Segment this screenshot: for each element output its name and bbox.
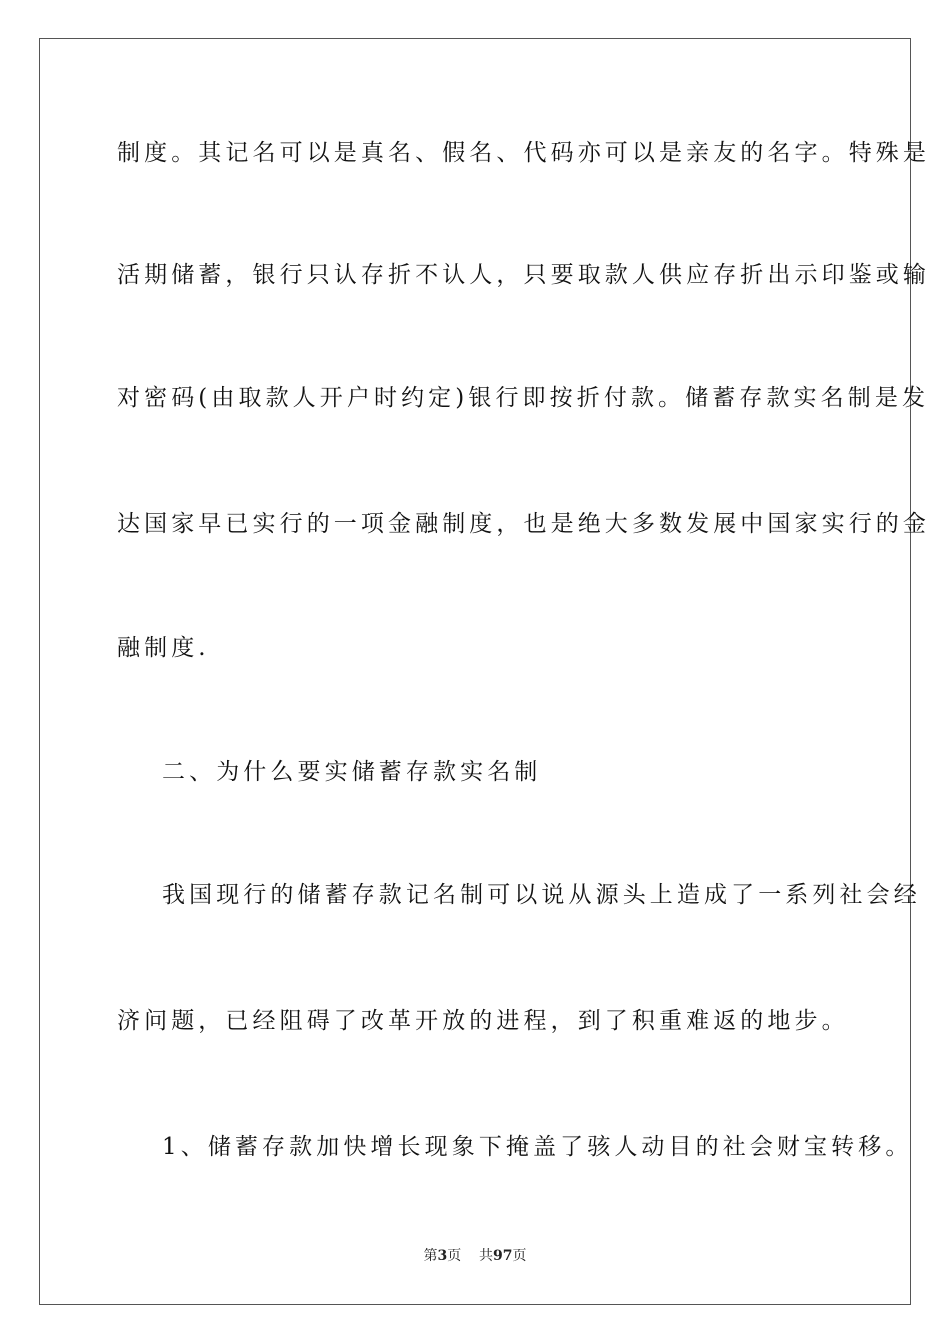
list-item: 1、储蓄存款加快增长现象下掩盖了骇人动目的社会财宝转移。	[162, 1134, 913, 1160]
page-frame	[39, 38, 911, 1305]
total-pages: 97	[493, 1248, 513, 1264]
paragraph-line: 对密码(由取款人开户时约定)银行即按折付款。储蓄存款实名制是发	[117, 385, 930, 411]
page-number: 3	[437, 1248, 448, 1264]
paragraph-line: 我国现行的储蓄存款记名制可以说从源头上造成了一系列社会经	[162, 882, 921, 908]
total-prefix: 共	[479, 1248, 494, 1264]
total-suffix: 页	[512, 1248, 527, 1264]
paragraph-line: 济问题，已经阻碍了改革开放的进程，到了积重难返的地步。	[117, 1008, 849, 1034]
page-footer	[0, 1247, 950, 1265]
section-heading: 二、为什么要实储蓄存款实名制	[162, 759, 542, 785]
paragraph-line: 融制度.	[117, 635, 210, 661]
paragraph-line: 活期储蓄，银行只认存折不认人，只要取款人供应存折出示印鉴或输	[117, 262, 930, 288]
paragraph-line: 达国家早已实行的一项金融制度，也是绝大多数发展中国家实行的金	[117, 511, 930, 537]
page-prefix: 第	[423, 1248, 438, 1264]
paragraph-line: 制度。其记名可以是真名、假名、代码亦可以是亲友的名字。特殊是	[117, 140, 930, 166]
page-suffix: 页	[447, 1248, 462, 1264]
